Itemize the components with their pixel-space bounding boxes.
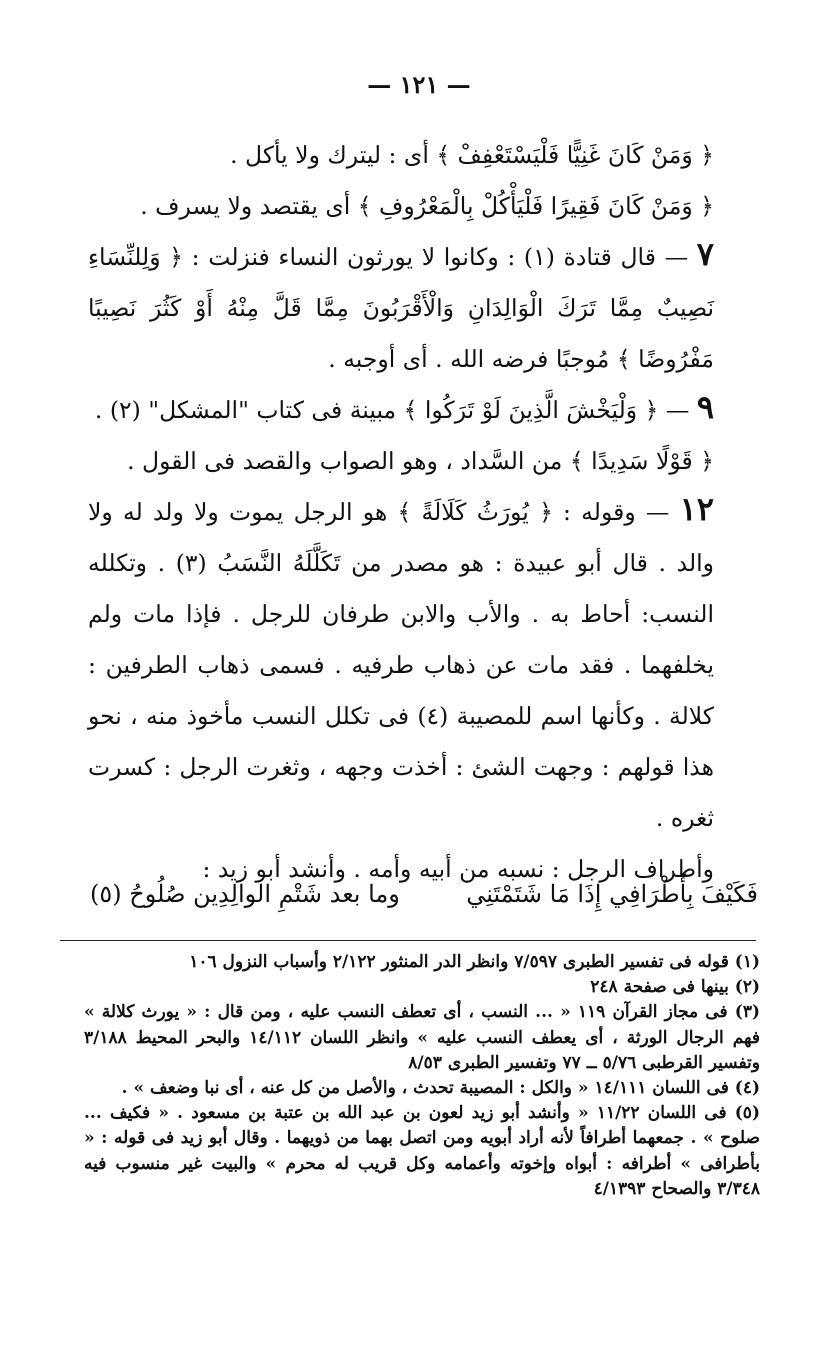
text-line: ﴿ وَمَنْ كَانَ غَنِيًّا فَلْيَسْتَعْفِفْ ﴾ أى : ليترك ولا يأكل . xyxy=(230,141,714,169)
footnotes xyxy=(84,950,760,1202)
paragraph-number: ١٢ xyxy=(679,490,714,528)
paragraph-number: ٩ xyxy=(696,388,714,426)
main-text xyxy=(88,130,758,895)
footnote-1: (١) قوله فى تفسير الطبرى ٧/٥٩٧ وانظر الدر المنثور ٢/١٢٢ وأسباب النزول ١٠٦ xyxy=(189,952,760,972)
page-number: — ١٢١ — xyxy=(367,70,471,99)
footnote-5: (٥) فى اللسان ١١/٢٢ « وأنشد أبو زيد لعون بن عبد الله بن عتبة بن مسعود . « فكيف ... صلوح » . جمعهما أطرافاً لأنه أراد أبويه ومن اتصل بهما من ذويهما . وقال أبو زيد فى قوله : « بأطرافى » أطرافه : أبواه وإخوته وأعمامه وكل قريب له محرم » والبيت غير منسوب فيه ٣/٣٤٨ والصحاح ٤/١٣٩٣ xyxy=(84,1103,760,1199)
paragraph-text: — ﴿ وَلْيَخْشَ الَّذِينَ لَوْ تَرَكُوا ﴾ مبينة فى كتاب "المشكل" (٢) . xyxy=(94,396,690,424)
paragraph-text: — وقوله : ﴿ يُورَثُ كَلَالَةً ﴾ هو الرجل يموت ولا ولد له ولا والد . قال أبو عبيدة : هو مصدر من تَكَلَّلَهُ النَّسَبُ (٣) . وتكلله النسب: أحاط به . والأب والابن طرفان للرجل . فإذا مات ولم يخلفهما . فقد مات عن ذهاب طرفيه . فسمى ذهاب الطرفين : كلالة . وكأنها اسم للمصيبة (٤) فى تكلل النسب مأخوذ منه ، نحو هذا قولهم : وجهت الشئ : أخذت وجهه ، وثغرت الرجل : كسرت ثغره . xyxy=(88,498,714,832)
footnote-divider xyxy=(60,940,756,941)
text-line: ﴿ قَوْلًا سَدِيدًا ﴾ من السَّداد ، وهو الصواب والقصد فى القول . xyxy=(127,447,714,475)
footnote-3: (٣) فى مجاز القرآن ١١٩ « ... النسب ، أى تعطف النسب عليه ، ومن قال : « يورث كلالة » فهم الرجال الورثة ، أى يعطف النسب عليه » وانظر اللسان ١٤/١١٢ والبحر المحيط ٣/١٨٨ وتفسير القرطبى ٥/٧٦ ــ ٧٧ وتفسير الطبرى ٨/٥٣ xyxy=(84,1002,760,1073)
poetry-verse xyxy=(90,880,758,908)
text-line: وأطراف الرجل : نسبه من أبيه وأمه . وأنشد أبو زيد : xyxy=(202,855,714,883)
paragraph-12 xyxy=(88,487,758,844)
footnote-4: (٤) فى اللسان ١٤/١١١ « والكل : المصيبة تحدث ، والأصل من كل عنه ، أى نبا وضعف » . xyxy=(121,1078,760,1099)
paragraph-number: ٧ xyxy=(696,235,714,273)
verse-hemistich-first: فَكَيْفَ بِأَطْرَافِي إِذَا مَا شَتَمْتَنِي xyxy=(466,880,758,908)
footnote-2: (٢) بينها فى صفحة ٢٤٨ xyxy=(590,977,760,998)
paragraph-7 xyxy=(88,232,758,385)
verse-hemistich-second: وما بعد شَتْمِ الوالِدِين صُلُوحُ (٥) xyxy=(90,880,400,908)
text-line: ﴿ وَمَنْ كَانَ فَقِيرًا فَلْيَأْكُلْ بِالْمَعْرُوفِ ﴾ أى يقتصد ولا يسرف . xyxy=(140,192,714,220)
paragraph-9 xyxy=(88,385,758,436)
paragraph-text: — قال قتادة (١) : وكانوا لا يورثون النساء فنزلت : ﴿ وَلِلنِّسَاءِ نَصِيبٌ مِمَّا تَرَكَ الْوَالِدَانِ وَالْأَقْرَبُونَ مِمَّا قَلَّ مِنْهُ أَوْ كَثُرَ نَصِيبًا مَفْرُوضًا ﴾ مُوجبًا فرضه الله . أى أوجبه . xyxy=(88,243,714,373)
